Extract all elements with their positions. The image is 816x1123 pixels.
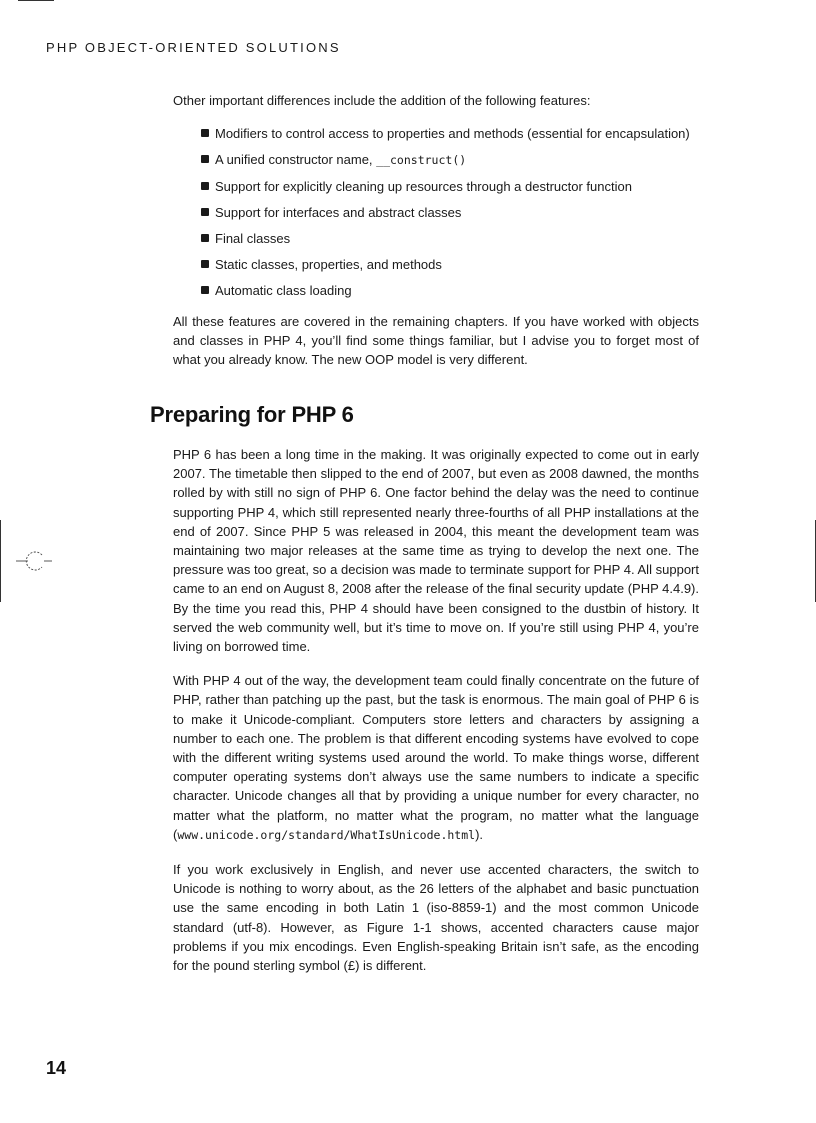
bullet-icon xyxy=(201,260,209,268)
list-item xyxy=(201,124,699,143)
list-item xyxy=(201,177,699,196)
intro-summary: All these features are covered in the remaining chapters. If you have worked with objects and classes in PHP 4, you’ll find some things familiar, but I advise you to forget most of what you already know. The new OOP model is very different. xyxy=(173,314,699,367)
unicode-url: www.unicode.org/standard/WhatIsUnicode.html xyxy=(177,827,476,842)
list-item-text: Static classes, properties, and methods xyxy=(215,257,442,272)
paragraph-unicode-text: With PHP 4 out of the way, the development team could finally concentrate on the future of PHP, rather than patching up the past, but the task is enormous. The main goal of PHP 6 is to make it Unicode-compliant. Computers store letters and characters by assigning a number to each one. The problem is that different encoding systems have evolved to cope with the different writing systems used around the world. To make things worse, different computer operating systems don’t always use the same numbers to indicate a specific character. Unicode changes all that by providing a unique number for every character, no matter what the platform, no matter what the program, no matter what the language ( xyxy=(173,673,699,842)
list-item-text: Modifiers to control access to properties and methods (essential for encapsulation) xyxy=(215,126,690,141)
crop-mark-top xyxy=(18,0,54,1)
list-item xyxy=(201,203,699,222)
paragraph-php6-history: PHP 6 has been a long time in the making. It was originally expected to come out in early 2007. The timetable then slipped to the end of 2007, but even as 2008 dawned, the months rolled by with still no sign of PHP 6. One factor behind the delay was the need to continue supporting PHP 4, which still represented nearly three-fourths of all PHP installations at the end of 2007. Since PHP 5 was released in 2004, this meant the development team was maintaining two major releases at the same time as trying to develop the next one. The pressure was too great, so a decision was made to terminate support for PHP 4. All support came to an end on August 8, 2008 after the release of the final security update (PHP 4.4.9). By the time you read this, PHP 4 should have been consigned to the dustbin of history. It served the web community well, but it’s time to move on. If you’re still using PHP 4, you’re living on borrowed time. xyxy=(173,447,699,655)
paragraph-encoding: If you work exclusively in English, and never use accented characters, the switch to Unicode is nothing to worry about, as the 26 letters of the alphabet and basic punctuation use the same encoding in both Latin 1 (iso-8859-1) and the most common Unicode standard (utf-8). However, as Figure 1-1 shows, accented characters cause major problems if you mix encodings. Even English-speaking Britain isn’t safe, as the encoding for the pound sterling symbol (£) is different. xyxy=(173,862,699,974)
bullet-icon xyxy=(201,182,209,190)
paragraph-unicode-closing: ). xyxy=(475,826,484,842)
bullet-icon xyxy=(201,129,209,137)
registration-mark-icon xyxy=(14,546,54,576)
paragraph-unicode xyxy=(173,671,699,845)
list-item-text: Automatic class loading xyxy=(215,283,352,298)
list-item xyxy=(201,281,699,300)
list-item-text: Support for explicitly cleaning up resources through a destructor function xyxy=(215,179,632,194)
intro-lead: Other important differences include the addition of the following features: xyxy=(173,93,591,108)
page-number: 14 xyxy=(46,1058,67,1078)
list-item xyxy=(201,229,699,248)
inline-code: __construct() xyxy=(376,153,467,167)
section-heading: Preparing for PHP 6 xyxy=(150,402,354,427)
crop-mark-left xyxy=(0,520,1,602)
list-item-text: Support for interfaces and abstract classes xyxy=(215,205,462,220)
list-item-text: Final classes xyxy=(215,231,291,246)
bullet-icon xyxy=(201,286,209,294)
list-item xyxy=(201,150,699,170)
list-item xyxy=(201,255,699,274)
bullet-icon xyxy=(201,234,209,242)
list-item-text: A unified constructor name, xyxy=(215,152,377,167)
bullet-icon xyxy=(201,208,209,216)
bullet-icon xyxy=(201,155,209,163)
running-head: PHP OBJECT-ORIENTED SOLUTIONS xyxy=(46,40,341,55)
intro-block xyxy=(173,91,699,369)
feature-list xyxy=(173,124,699,300)
section-body xyxy=(173,445,699,990)
